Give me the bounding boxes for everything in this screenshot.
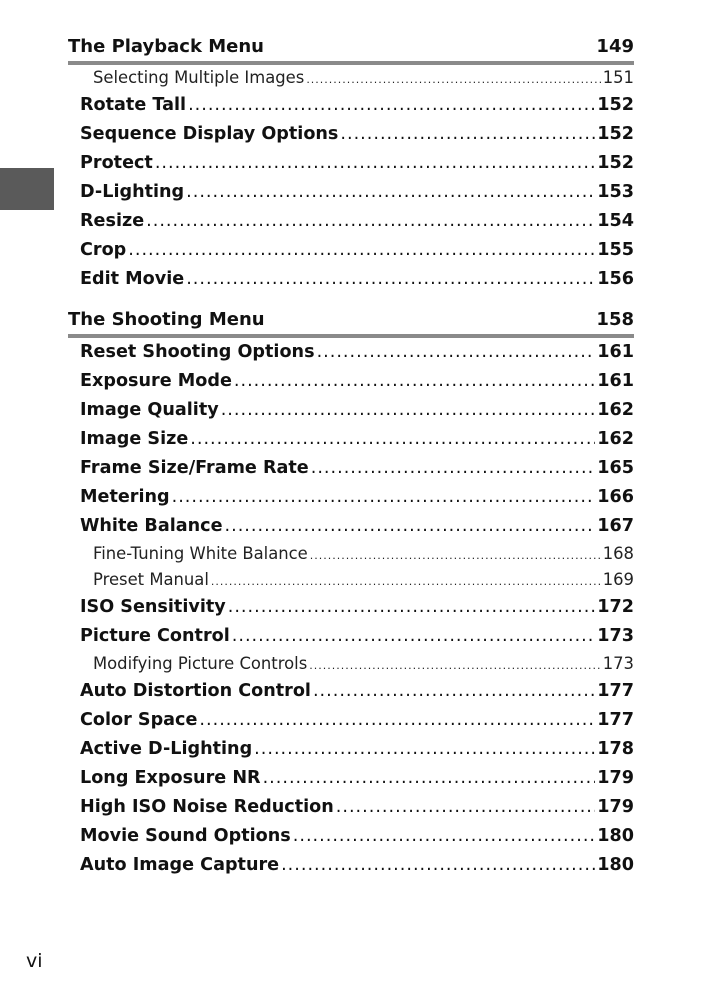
dot-leader (199, 706, 595, 735)
toc-entry-label: Active D-Lighting (80, 739, 253, 759)
dot-leader (228, 593, 596, 622)
dot-leader (186, 265, 595, 294)
toc-entry-page: 169 (602, 570, 634, 589)
toc-entry-label: Modifying Picture Controls (93, 654, 308, 673)
dot-leader (190, 425, 595, 454)
toc-entry-page: 154 (597, 211, 634, 231)
toc-section-shooting-menu (68, 309, 634, 880)
toc-entry-metering[interactable] (80, 483, 634, 512)
dot-leader (211, 569, 601, 595)
toc-entry-auto-image-capture[interactable] (80, 851, 634, 880)
dot-leader (311, 454, 596, 483)
toc-entry-movie-sound-options[interactable] (80, 822, 634, 851)
dot-leader (146, 207, 595, 236)
toc-entry-label: Protect (80, 153, 153, 173)
dot-leader (317, 338, 596, 367)
toc-entry-label: Crop (80, 240, 127, 260)
toc-entry-page: 166 (597, 487, 634, 507)
toc-entry-label: Auto Image Capture (80, 855, 280, 875)
toc-entry-label: D-Lighting (80, 182, 185, 202)
toc-entry-fine-tuning-white-balance[interactable] (93, 541, 634, 567)
toc-entry-page: 177 (597, 710, 634, 730)
dot-leader (306, 67, 600, 93)
toc-entry-long-exposure-nr[interactable] (80, 764, 634, 793)
toc-entry-resize[interactable] (80, 207, 634, 236)
toc-entry-page: 152 (597, 153, 634, 173)
toc-entry-label: Rotate Tall (80, 95, 187, 115)
toc-entry-page: 151 (602, 68, 634, 87)
toc-entry-page: 156 (597, 269, 634, 289)
dot-leader (313, 677, 595, 706)
toc-entry-selecting-multiple-images[interactable] (93, 65, 634, 91)
toc-entry-page: 167 (597, 516, 634, 536)
toc-entry-page: 152 (597, 124, 634, 144)
toc-entries (68, 65, 634, 294)
toc-entry-color-space[interactable] (80, 706, 634, 735)
toc-entry-page: 162 (597, 429, 634, 449)
section-title: The Playback Menu (68, 36, 264, 57)
chapter-tab-marker (0, 168, 54, 210)
toc-entry-label: Sequence Display Options (80, 124, 339, 144)
toc-entry-label: Auto Distortion Control (80, 681, 311, 701)
toc-entry-label: Movie Sound Options (80, 826, 291, 846)
toc-entry-label: Selecting Multiple Images (93, 68, 305, 87)
toc-entry-page: 178 (597, 739, 634, 759)
toc-entry-white-balance[interactable] (80, 512, 634, 541)
toc-entry-label: Exposure Mode (80, 371, 232, 391)
toc-entry-page: 177 (597, 681, 634, 701)
toc-entry-page: 168 (602, 544, 634, 563)
toc-entry-label: High ISO Noise Reduction (80, 797, 334, 817)
toc-entry-page: 173 (602, 654, 634, 673)
toc-entry-label: Resize (80, 211, 145, 231)
toc-entry-label: Picture Control (80, 626, 230, 646)
toc-entry-exposure-mode[interactable] (80, 367, 634, 396)
toc-entry-page: 165 (597, 458, 634, 478)
toc-entry-page: 179 (597, 797, 634, 817)
toc-entry-preset-manual[interactable] (93, 567, 634, 593)
toc-entry-d-lighting[interactable] (80, 178, 634, 207)
dot-leader (172, 483, 596, 512)
dot-leader (188, 91, 595, 120)
toc-entry-page: 161 (597, 342, 634, 362)
page-number: vi (26, 950, 43, 972)
toc-entry-rotate-tall[interactable] (80, 91, 634, 120)
dot-leader (155, 149, 595, 178)
toc-entry-label: Image Quality (80, 400, 219, 420)
toc-entry-iso-sensitivity[interactable] (80, 593, 634, 622)
toc-entry-page: 180 (597, 855, 634, 875)
section-header (68, 309, 634, 338)
toc-entry-edit-movie[interactable] (80, 265, 634, 294)
toc-entry-picture-control[interactable] (80, 622, 634, 651)
toc-entry-page: 153 (597, 182, 634, 202)
toc-entry-image-quality[interactable] (80, 396, 634, 425)
toc-entry-label: Image Size (80, 429, 189, 449)
toc-entry-reset-shooting-options[interactable] (80, 338, 634, 367)
dot-leader (263, 764, 596, 793)
toc-entry-active-d-lighting[interactable] (80, 735, 634, 764)
dot-leader (225, 512, 596, 541)
toc-entries (68, 338, 634, 880)
toc-entry-auto-distortion-control[interactable] (80, 677, 634, 706)
toc-entry-page: 173 (597, 626, 634, 646)
dot-leader (234, 367, 595, 396)
dot-leader (128, 236, 595, 265)
toc-entry-label: White Balance (80, 516, 223, 536)
toc-entry-page: 180 (597, 826, 634, 846)
toc-entry-modifying-picture-controls[interactable] (93, 651, 634, 677)
toc-entry-page: 179 (597, 768, 634, 788)
section-title: The Shooting Menu (68, 309, 265, 330)
section-page: 149 (596, 36, 634, 57)
toc-entry-page: 152 (597, 95, 634, 115)
toc-entry-label: Reset Shooting Options (80, 342, 315, 362)
dot-leader (340, 120, 595, 149)
dot-leader (232, 622, 596, 651)
toc-entry-label: ISO Sensitivity (80, 597, 226, 617)
toc-entry-page: 172 (597, 597, 634, 617)
toc-entry-frame-size-frame-rate[interactable] (80, 454, 634, 483)
toc-entry-label: Color Space (80, 710, 198, 730)
toc-entry-label: Edit Movie (80, 269, 185, 289)
dot-leader (309, 653, 600, 679)
toc-entry-label: Frame Size/Frame Rate (80, 458, 309, 478)
toc-entry-sequence-display-options[interactable] (80, 120, 634, 149)
toc-entry-protect[interactable] (80, 149, 634, 178)
toc-entry-page: 162 (597, 400, 634, 420)
toc-entry-page: 161 (597, 371, 634, 391)
toc-entry-high-iso-noise-reduction[interactable] (80, 793, 634, 822)
dot-leader (310, 543, 601, 569)
dot-leader (221, 396, 596, 425)
dot-leader (281, 851, 595, 880)
toc-entry-label: Preset Manual (93, 570, 209, 589)
toc-entry-image-size[interactable] (80, 425, 634, 454)
dot-leader (254, 735, 595, 764)
dot-leader (186, 178, 595, 207)
section-header (68, 36, 634, 65)
toc-section-playback-menu (68, 36, 634, 294)
toc-entry-label: Long Exposure NR (80, 768, 261, 788)
toc-entry-page: 155 (597, 240, 634, 260)
section-page: 158 (596, 309, 634, 330)
dot-leader (336, 793, 596, 822)
toc-entry-crop[interactable] (80, 236, 634, 265)
dot-leader (293, 822, 596, 851)
toc-entry-label: Metering (80, 487, 170, 507)
toc-entry-label: Fine-Tuning White Balance (93, 544, 308, 563)
